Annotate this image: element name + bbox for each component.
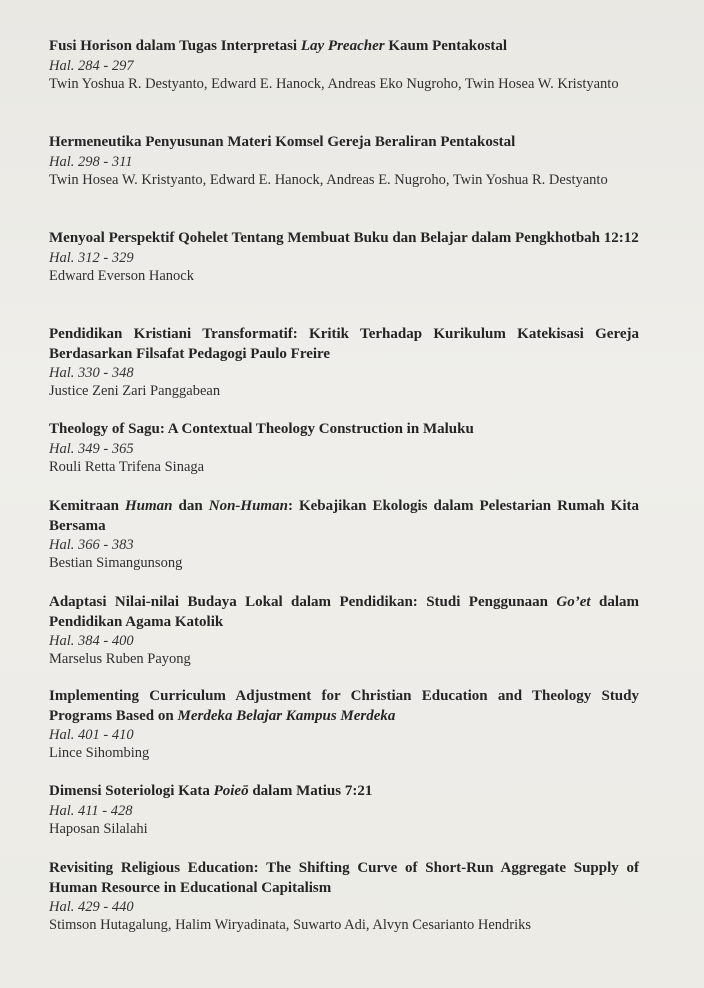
- article-pages: Hal. 298 - 311: [49, 153, 133, 170]
- article-pages: Hal. 312 - 329: [49, 249, 134, 266]
- article-authors: Marselus Ruben Payong: [49, 651, 191, 667]
- article-entry: [49, 37, 619, 94]
- article-title: Implementing Curriculum Adjustment for Christian Education and Theology Study Programs Based on Merdeka Belajar Kampus Merdeka: [49, 688, 639, 724]
- article-entry: [49, 229, 639, 286]
- article-entry: [49, 420, 474, 477]
- article-pages: Hal. 349 - 365: [49, 440, 134, 457]
- article-authors: Stimson Hutagalung, Halim Wiryadinata, Suwarto Adi, Alvyn Cesarianto Hendriks: [49, 917, 532, 933]
- article-entry: [49, 859, 639, 935]
- article-pages: Hal. 366 - 383: [49, 537, 134, 553]
- article-entry: [49, 782, 372, 839]
- article-entry: [49, 687, 639, 763]
- article-title: Menyoal Perspektif Qohelet Tentang Membuat Buku dan Belajar dalam Pengkhotbah 12:12: [49, 230, 639, 246]
- article-authors: Lince Sihombing: [49, 745, 150, 761]
- article-entry: [49, 133, 608, 190]
- article-authors: Edward Everson Hanock: [49, 267, 194, 284]
- article-authors: Twin Yoshua R. Destyanto, Edward E. Hanock, Andreas Eko Nugroho, Twin Hosea W. Kristyanto: [49, 75, 619, 92]
- article-title: Fusi Horison dalam Tugas Interpretasi Lay Preacher Kaum Pentakostal: [49, 38, 508, 54]
- article-pages: Hal. 429 - 440: [49, 899, 134, 915]
- article-authors: Justice Zeni Zari Panggabean: [49, 383, 221, 399]
- article-title: Adaptasi Nilai-nilai Budaya Lokal dalam Pendidikan: Studi Penggunaan Go’et dalam Pendidikan Agama Katolik: [49, 594, 639, 630]
- article-entry: [49, 593, 639, 669]
- article-title: Dimensi Soteriologi Kata Poieō dalam Matius 7:21: [49, 783, 373, 799]
- article-title: Theology of Sagu: A Contextual Theology Construction in Maluku: [49, 421, 474, 437]
- article-entry: [49, 497, 639, 573]
- article-entry: [49, 325, 639, 401]
- article-pages: Hal. 401 - 410: [49, 727, 134, 743]
- article-pages: Hal. 384 - 400: [49, 633, 134, 649]
- article-authors: Bestian Simangunsong: [49, 555, 183, 571]
- article-pages: Hal. 330 - 348: [49, 365, 134, 381]
- article-authors: Twin Hosea W. Kristyanto, Edward E. Hanock, Andreas E. Nugroho, Twin Yoshua R. Destyanto: [49, 171, 608, 188]
- article-title: Kemitraan Human dan Non-Human: Kebajikan Ekologis dalam Pelestarian Rumah Kita Bersama: [49, 498, 640, 534]
- article-title: Revisiting Religious Education: The Shifting Curve of Short-Run Aggregate Supply of Human Resource in Educational Capitalism: [49, 860, 639, 896]
- article-title: Pendidikan Kristiani Transformatif: Kritik Terhadap Kurikulum Katekisasi Gereja Berdasarkan Filsafat Pedagogi Paulo Freire: [49, 326, 639, 362]
- article-authors: Haposan Silalahi: [49, 820, 148, 837]
- article-authors: Rouli Retta Trifena Sinaga: [49, 458, 205, 475]
- article-pages: Hal. 284 - 297: [49, 57, 134, 74]
- article-pages: Hal. 411 - 428: [49, 802, 133, 819]
- article-title: Hermeneutika Penyusunan Materi Komsel Gereja Beraliran Pentakostal: [49, 134, 516, 150]
